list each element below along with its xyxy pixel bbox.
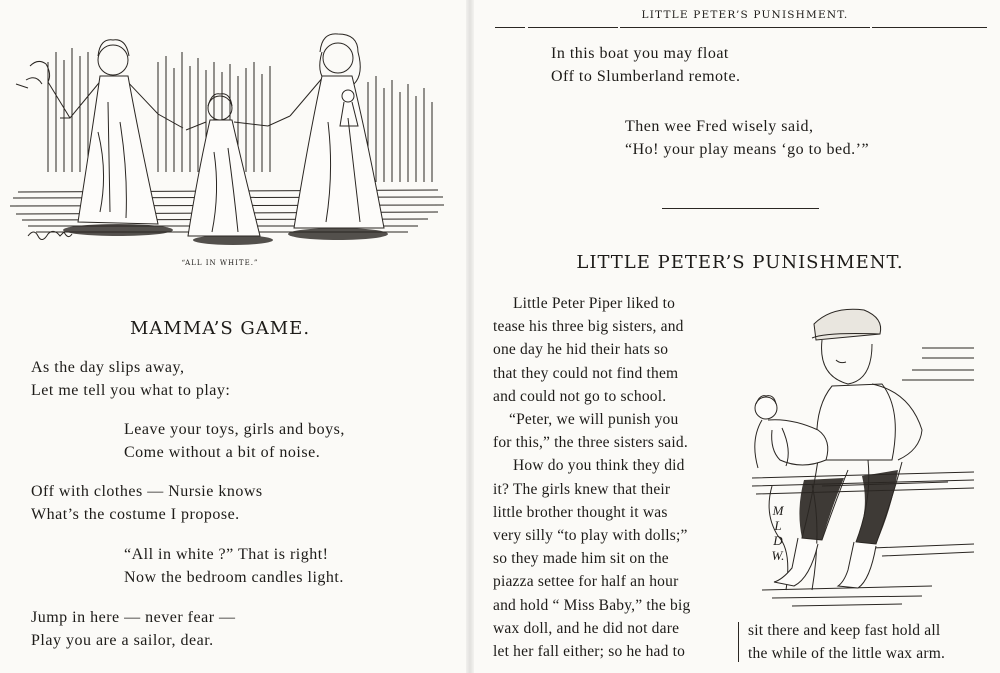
story-line: the while of the little wax arm.: [748, 645, 946, 663]
story-line: tease his three big sisters, and: [493, 318, 684, 336]
poem-line: Leave your toys, girls and boys,: [124, 421, 345, 438]
story-line: one day he hid their hats so: [493, 341, 669, 359]
story-line: that they could not find them: [493, 364, 679, 382]
story-line: Little Peter Piper liked to: [513, 295, 676, 312]
all-in-white-illustration: [8, 22, 448, 250]
poem-line: Play you are a sailor, dear.: [31, 632, 214, 649]
poem-line: Off with clothes — Nursie knows: [31, 483, 263, 500]
artist-monogram: [766, 503, 790, 563]
column-divider: [738, 622, 739, 662]
stanza: [124, 543, 344, 589]
header-rule-left: [528, 27, 618, 28]
boy-with-doll-illustration: [752, 300, 987, 612]
running-head: LITTLE PETER’S PUNISHMENT.: [641, 9, 849, 21]
poem-line: Off to Slumberland remote.: [551, 68, 741, 85]
stanza: [551, 42, 741, 88]
story-line: little brother thought it was: [493, 503, 668, 521]
poem-line: Let me tell you what to play:: [31, 382, 231, 399]
monogram-letter: L: [774, 518, 782, 533]
story-line: piazza settee for half an hour: [493, 573, 679, 591]
poem-line: In this boat you may float: [551, 45, 729, 62]
header-rule-center: [620, 27, 870, 28]
story-line: let her fall either; so he had to: [493, 643, 686, 661]
story-line: and hold “ Miss Baby,” the big: [493, 596, 691, 614]
poem-line: Now the bedroom candles light.: [124, 569, 344, 586]
poem-line: “Ho! your play means ‘go to bed.’”: [625, 141, 870, 158]
header-rule-left: [495, 27, 525, 28]
poem-line: Jump in here — never fear —: [31, 609, 236, 626]
story-line: “Peter, we will punish you: [509, 411, 679, 429]
poem-title: MAMMA’S GAME.: [129, 318, 311, 339]
stanza: [31, 356, 230, 402]
story-title: LITTLE PETER’S PUNISHMENT.: [576, 252, 904, 273]
story-line: How do you think they did: [513, 457, 685, 475]
left-page: [0, 0, 470, 673]
stanza: [31, 606, 236, 652]
story-line: very silly “to play with dolls;”: [493, 527, 688, 545]
monogram-letter: D: [773, 533, 783, 548]
stanza: [625, 115, 869, 161]
story-line: and could not go to school.: [493, 387, 667, 405]
section-divider: [662, 208, 819, 209]
story-line: so they made him sit on the: [493, 550, 669, 568]
stanza: [124, 418, 345, 464]
monogram-letter: W.: [771, 548, 785, 563]
poem-line: Then wee Fred wisely said,: [625, 118, 814, 135]
story-line: it? The girls knew that their: [493, 480, 671, 498]
poem-line: As the day slips away,: [31, 359, 185, 376]
header-rule-right: [872, 27, 987, 28]
story-text: [493, 292, 738, 663]
story-line: wax doll, and he did not dare: [493, 619, 680, 637]
monogram-letter: M: [772, 503, 784, 518]
story-continuation: [748, 619, 945, 665]
right-page: [470, 0, 1000, 673]
story-line: sit there and keep fast hold all: [748, 622, 941, 639]
poem-line: Come without a bit of noise.: [124, 444, 321, 461]
story-line: for this,” the three sisters said.: [493, 434, 688, 452]
poem-line: “All in white ?” That is right!: [124, 546, 329, 563]
illustration-caption: “ALL IN WHITE.”: [181, 259, 259, 267]
stanza: [31, 480, 263, 526]
poem-line: What’s the costume I propose.: [31, 506, 240, 523]
